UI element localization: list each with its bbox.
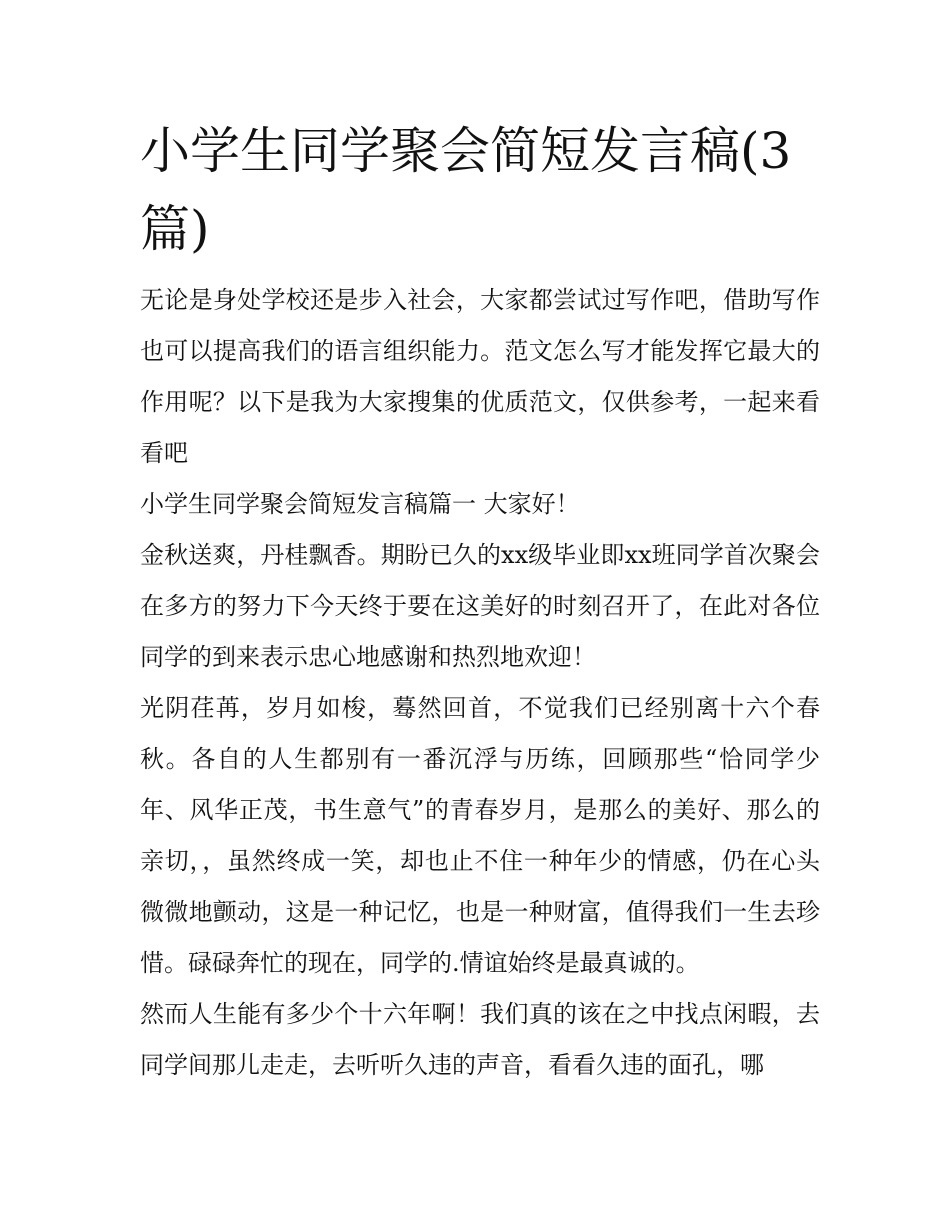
- body-paragraph: 光阴荏苒，岁月如梭，蓦然回首，不觉我们已经别离十六个春秋。各自的人生都别有一番沉浮与历练，回顾那些“恰同学少年、风华正茂，书生意气”的青春岁月，是那么的美好、那么的亲切，，虽然终成一笑，却也止不住一种年少的情感，仍在心头微微地颤动，这是一种记忆，也是一种财富，值得我们一生去珍惜。碌碌奔忙的现在，同学的.情谊始终是最真诚的。: [140, 694, 820, 977]
- document-title: 小学生同学聚会简短发言稿(3篇): [140, 122, 792, 258]
- document-body: [140, 275, 820, 1091]
- section-heading-paragraph: 小学生同学聚会简短发言稿篇一 大家好！: [140, 490, 580, 518]
- intro-paragraph: 无论是身处学校还是步入社会，大家都尝试过写作吧，借助写作也可以提高我们的语言组织能力。范文怎么写才能发挥它最大的作用呢？以下是我为大家搜集的优质范文，仅供参考，一起来看看吧: [140, 286, 820, 467]
- body-paragraph: 金秋送爽，丹桂飘香。期盼已久的xx级毕业即xx班同学首次聚会在多方的努力下今天终于要在这美好的时刻召开了，在此对各位同学的到来表示忠心地感谢和热烈地欢迎！: [140, 541, 820, 671]
- body-paragraph: 然而人生能有多少个十六年啊！我们真的该在之中找点闲暇，去同学间那儿走走，去听听久违的声音，看看久违的面孔，哪: [140, 1000, 820, 1079]
